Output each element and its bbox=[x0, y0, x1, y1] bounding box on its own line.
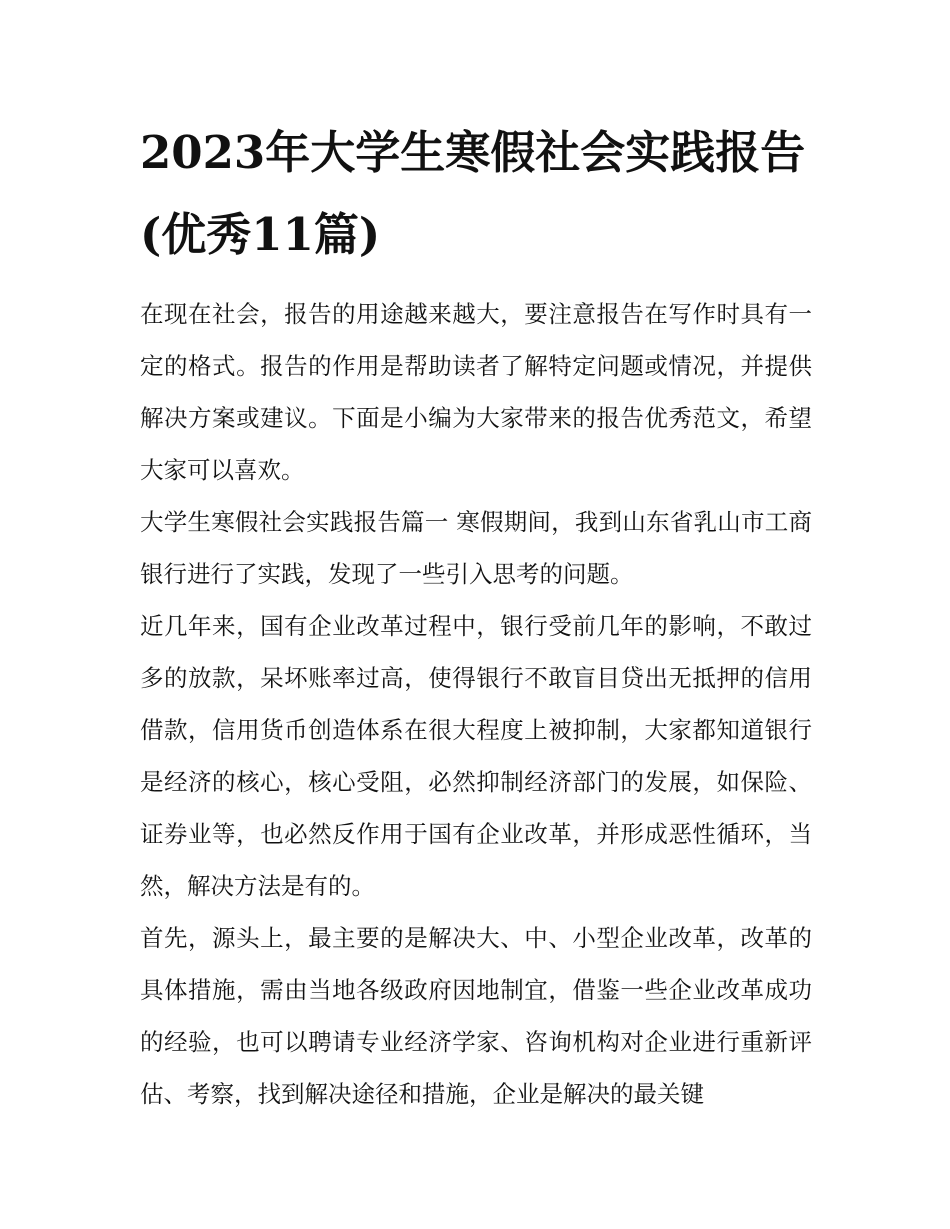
intro-paragraph: 在现在社会，报告的用途越来越大，要注意报告在写作时具有一定的格式。报告的作用是帮助读者了解特定问题或情况，并提供解决方案或建议。下面是小编为大家带来的报告优秀范文，希望大家可以喜欢。 bbox=[140, 300, 812, 484]
body-paragraph: 首先，源头上，最主要的是解决大、中、小型企业改革，改革的具体措施，需由当地各级政府因地制宜，借鉴一些企业改革成功的经验，也可以聘请专业经济学家、咨询机构对企业进行重新评估、考察，找到解决途径和措施，企业是解决的最关键 bbox=[140, 924, 812, 1108]
body-paragraph: 大学生寒假社会实践报告篇一 寒假期间，我到山东省乳山市工商银行进行了实践，发现了一些引入思考的问题。 bbox=[140, 508, 812, 588]
body-paragraph: 近几年来，国有企业改革过程中，银行受前几年的影响，不敢过多的放款，呆坏账率过高，使得银行不敢盲目贷出无抵押的信用借款，信用货币创造体系在很大程度上被抑制，大家都知道银行是经济的核心，核心受阻，必然抑制经济部门的发展，如保险、证券业等，也必然反作用于国有企业改革，并形成恶性循环，当然，解决方法是有的。 bbox=[140, 612, 812, 900]
document-title: 2023年大学生寒假社会实践报告(优秀11篇) bbox=[140, 126, 806, 261]
document-page bbox=[140, 112, 812, 1120]
